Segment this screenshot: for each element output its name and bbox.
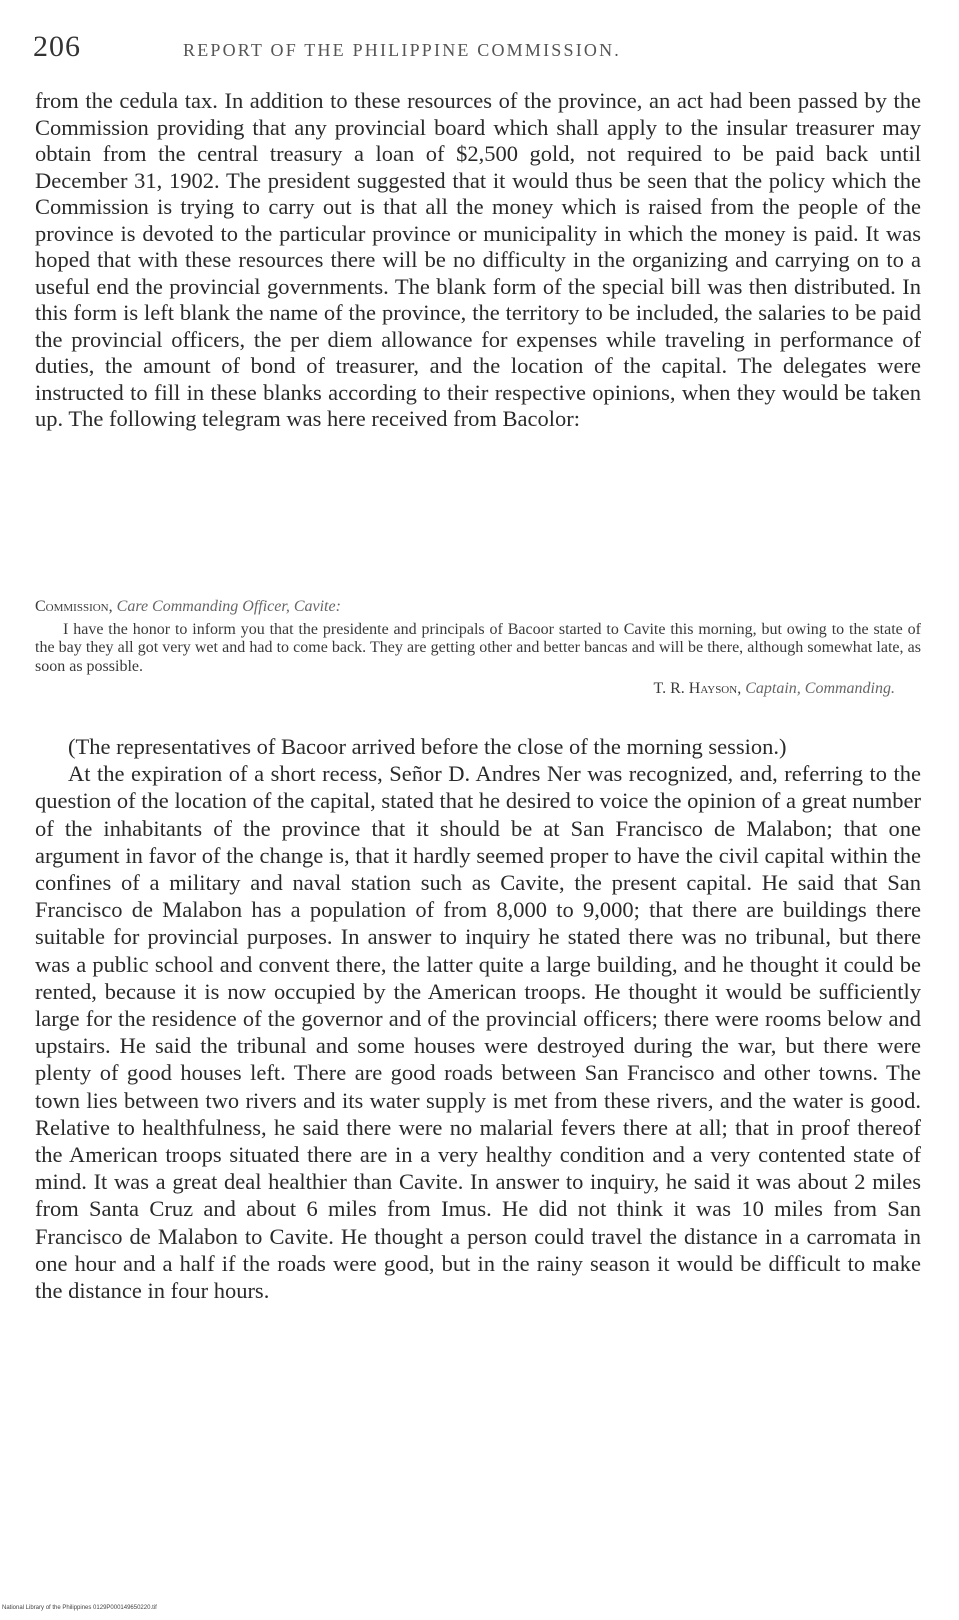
telegram-addressee-note: Care Commanding Officer, Cavite: xyxy=(116,598,341,615)
page-header xyxy=(33,30,921,70)
paragraph-1: from the cedula tax. In addition to these resources of the province, an act had been passed by the Commission providing that any provincial board which shall apply to the insular treasurer may obtain from the central treasury a loan of $2,500 gold, not required to be paid back until December 31, 1902. The president suggested that it would thus be seen that the policy which the Commission is trying to carry out is that all the money which is raised from the people of the province is devoted to the particular province or municipality in which the money is paid. It was hoped that with these resources there will be no difficulty in the organizing and carrying on to a useful end the provincial governments. The blank form of the special bill was then distributed. In this form is left blank the name of the province, the territory to be included, the salaries to be paid the provincial officers, the per diem allowance for expenses while traveling in performance of duties, the amount of bond of treasurer, and the location of the capital. The delegates were instructed to fill in these blanks according to their respective opinions, when they would be taken up. The following telegram was here received from Bacolor: xyxy=(35,88,921,431)
telegram-block xyxy=(35,598,921,699)
paragraph-3: At the expiration of a short recess, Señor D. Andres Ner was recognized, and, referring to the question of the location of the capital, stated that he desired to voice the opinion of a great number of the inhabitants of the province that it should be at San Francisco de Malabon; that one argument in favor of the change is, that it hardly seemed proper to have the civil capital within the confines of a military and naval station such as Cavite, the present capital. He said that San Francisco de Malabon has a population of from 8,000 to 9,000; that there are buildings there suitable for provincial purposes. In answer to inquiry he stated there was no tribunal, but there was a public school and convent there, the latter quite a large building, and he thought it could be rented, because it is now occupied by the American troops. He thought it would be sufficiently large for the residence of the governor and of the provincial officers; there were rooms below and upstairs. He said the tribunal and some houses were destroyed during the war, but there were plenty of good houses left. There are good roads between San Francisco and other towns. The town lies between two rivers and its water supply is met from these rivers, and the water is good. Relative to healthfulness, he said there were no malarial fevers there at all; that in proof thereof the American troops situated there are in a very healthy condition and a very contented state of mind. It was a great deal healthier than Cavite. In answer to inquiry, he said it was about 2 miles from Santa Cruz and about 6 miles from Imus. He did not think it was 10 miles from San Francisco de Malabon to Cavite. He thought a person could travel the distance in a carromata in one hour and a half if the roads were good, but in the rainy season it would be difficult to make the distance in four hours. xyxy=(35,761,921,1304)
telegram-signer: T. R. Hayson, xyxy=(653,680,742,697)
paragraph-2: (The representatives of Bacoor arrived before the close of the morning session.) xyxy=(68,734,787,759)
telegram-text: I have the honor to inform you that the presidente and principals of Bacoor started to Cavite this morning, but owing to the state of the bay they all got very wet and had to come back. They are getting other and better bancas and will be there, although somewhat late, as soon as possible. xyxy=(35,620,921,675)
telegram-addressee: Commission, xyxy=(35,598,113,615)
telegram-address xyxy=(35,598,921,617)
scan-footer-caption: National Library of the Philippines 0129P000149650220.tif xyxy=(2,1605,157,1611)
body-text-bottom xyxy=(35,733,921,1304)
running-head: REPORT OF THE PHILIPPINE COMMISSION. xyxy=(183,40,622,60)
telegram-signer-title: Captain, Commanding. xyxy=(745,680,895,697)
page-number: 206 xyxy=(33,30,81,63)
body-text-top xyxy=(35,88,921,433)
telegram-signature xyxy=(35,680,921,699)
